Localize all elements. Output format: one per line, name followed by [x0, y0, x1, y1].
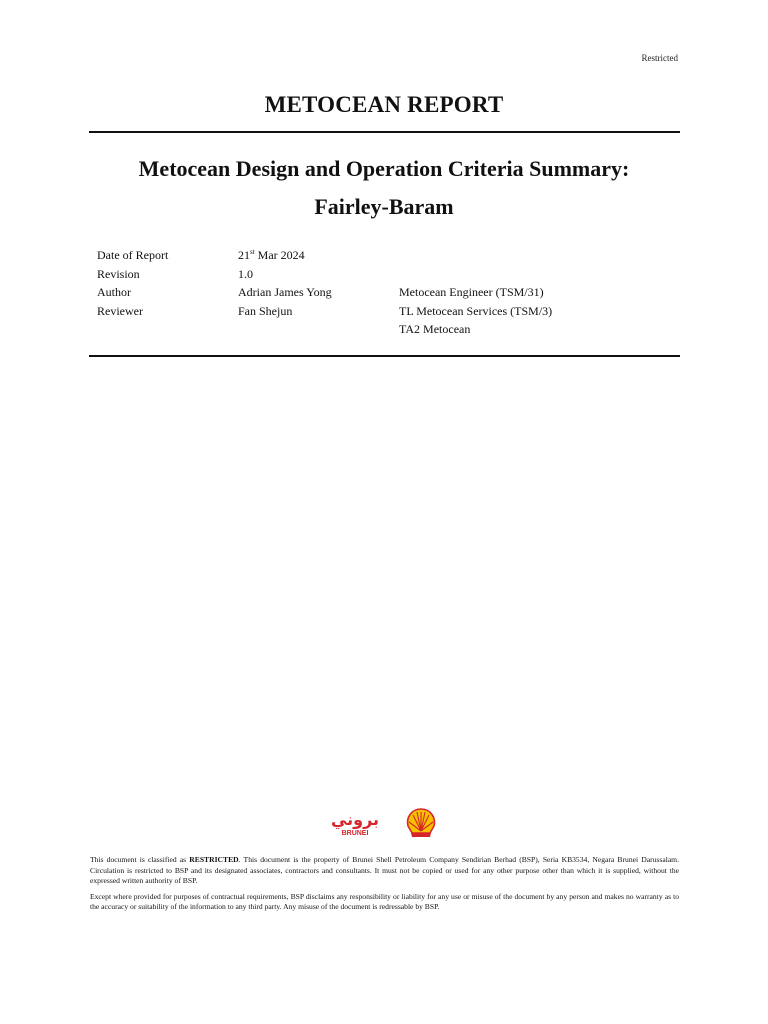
brunei-logo [331, 806, 441, 844]
date-day: 21 [238, 248, 250, 262]
classification-emphasis: RESTRICTED [189, 855, 239, 864]
company-logos [331, 806, 441, 844]
metadata-row-author [97, 283, 599, 302]
date-label: Date of Report [97, 248, 169, 262]
disclaimer-paragraph-2: Except where provided for purposes of contractual requirements, BSP disclaims any responsibility or liability for any use or misuse of the document by any person and makes no warranty as to the accuracy or suitability of the information to any third party. Any misuse of the document is redressable by BSP. [90, 891, 679, 912]
brunei-logo-arabic: بروني [331, 810, 380, 829]
reviewer-name: Fan Shejun [238, 303, 293, 318]
reviewer-role-secondary: TA2 Metocean [399, 322, 471, 336]
document-title-line-2: Fairley-Baram [314, 194, 454, 219]
classification-label: Restricted [641, 53, 678, 63]
document-metadata-table [97, 246, 599, 339]
metadata-row-date [97, 246, 599, 265]
date-day-suffix: st [250, 248, 255, 256]
metadata-row-reviewer [97, 302, 599, 321]
bottom-divider [89, 355, 680, 357]
top-divider [89, 131, 680, 133]
author-role: Metocean Engineer (TSM/31) [399, 285, 544, 299]
legal-disclaimer [90, 855, 679, 918]
metadata-row-reviewer-extra [97, 320, 599, 339]
author-label: Author [97, 285, 131, 299]
document-title [0, 150, 768, 226]
author-name: Adrian James Yong [238, 285, 332, 299]
revision-label: Revision [97, 266, 140, 281]
disclaimer-paragraph-1: This document is classified as RESTRICTED. This document is the property of Brunei Shell Petroleum Company Sendirian Berhad (BSP), Seria KB3534, Negara Brunei Darussalam. Circulation is restricted to BSP and its designated associates, contractors and consultants. It must not be copied or used for any other purpose other than which it is supplied, without the expressed written authority of BSP. [90, 855, 679, 886]
shell-pecten-icon [408, 809, 435, 837]
reviewer-role: TL Metocean Services (TSM/3) [399, 303, 553, 318]
document-title-line-1: Metocean Design and Operation Criteria Summary: [138, 156, 630, 181]
report-type-title: METOCEAN REPORT [264, 92, 504, 117]
revision-value: 1.0 [238, 266, 253, 281]
brunei-logo-label: BRUNEI [341, 830, 369, 837]
date-month-year: Mar 2024 [254, 248, 305, 262]
date-value [238, 246, 399, 265]
metadata-row-revision [97, 265, 599, 284]
reviewer-label: Reviewer [97, 303, 143, 318]
